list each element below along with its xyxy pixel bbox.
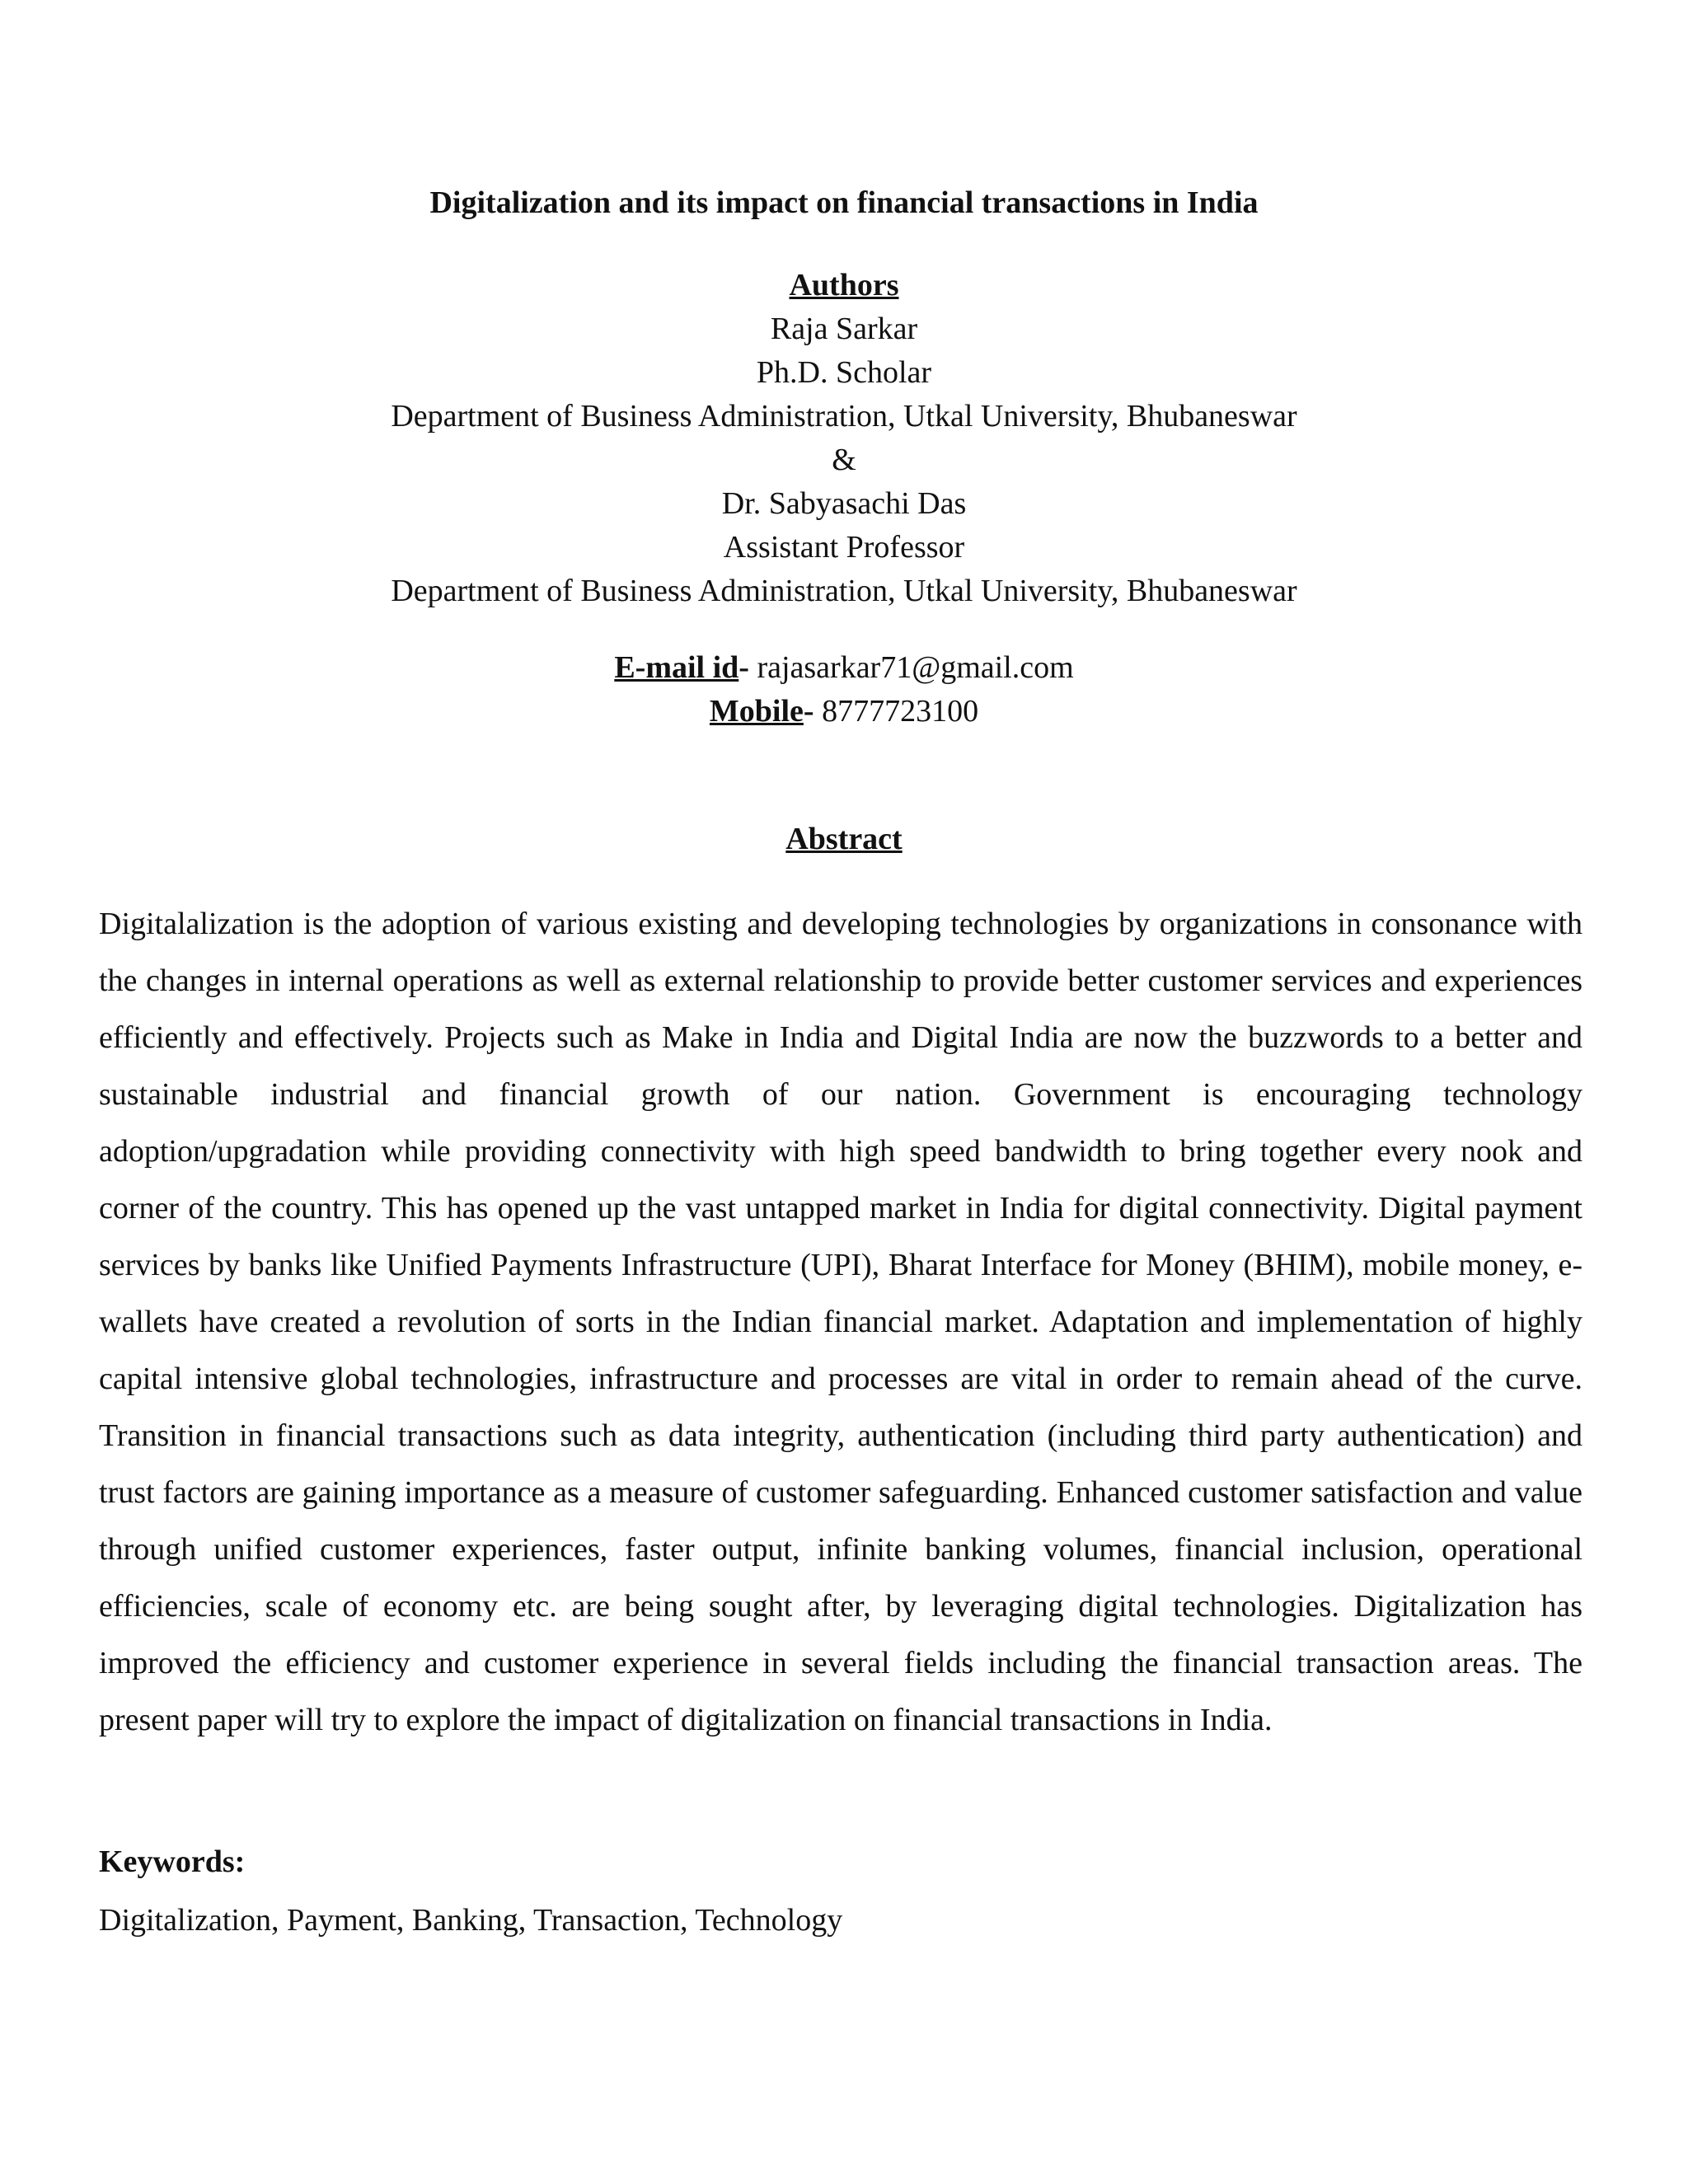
- keywords-heading: Keywords:: [99, 1844, 246, 1879]
- mobile-value: 8777723100: [814, 694, 979, 729]
- author-2-designation: Assistant Professor: [723, 530, 965, 565]
- contact-block: [0, 646, 1688, 733]
- author-1-name: Raja Sarkar: [770, 312, 918, 346]
- author-1-affiliation: Department of Business Administration, Utkal University, Bhubaneswar: [391, 399, 1297, 434]
- paper-title: Digitalization and its impact on financial transactions in India: [429, 185, 1259, 220]
- author-2-name: Dr. Sabyasachi Das: [721, 486, 967, 521]
- email-value: rajasarkar71@gmail.com: [748, 650, 1074, 685]
- author-separator: &: [832, 443, 856, 477]
- authors-heading: Authors: [789, 268, 899, 302]
- mobile-dash: -: [803, 694, 814, 729]
- mobile-line: [0, 690, 1688, 733]
- authors-block: [0, 264, 1688, 613]
- email-line: [0, 646, 1688, 690]
- author-2-affiliation: Department of Business Administration, Utkal University, Bhubaneswar: [391, 574, 1297, 608]
- abstract-body: Digitalalization is the adoption of various existing and developing technologies by organizations in consonance with the changes in internal operations as well as external relationship to provide better customer services and experiences efficiently and effectively. Projects such as Make in India and Digital India are now the buzzwords to a better and sustainable industrial and financial growth of our nation. Government is encouraging technology adoption/upgradation while providing connectivity with high speed bandwidth to bring together every nook and corner of the country. This has opened up the vast untapped market in India for digital connectivity. Digital payment services by banks like Unified Payments Infrastructure (UPI), Bharat Interface for Money (BHIM), mobile money, e-wallets have created a revolution of sorts in the Indian financial market. Adaptation and implementation of highly capital intensive global technologies, infrastructure and processes are vital in order to remain ahead of the curve. Transition in financial transactions such as data integrity, authentication (including third party authentication) and trust factors are gaining importance as a measure of customer safeguarding. Enhanced customer satisfaction and value through unified customer experiences, faster output, infinite banking volumes, financial inclusion, operational efficiencies, scale of economy etc. are being sought after, by leveraging digital technologies. Digitalization has improved the efficiency and customer experience in several fields including the financial transaction areas. The present paper will try to explore the impact of digitalization on financial transactions in India.: [99, 907, 1582, 1737]
- keywords-list: Digitalization, Payment, Banking, Transaction, Technology: [99, 1903, 843, 1938]
- abstract-heading: Abstract: [785, 822, 903, 856]
- email-label: E-mail id: [614, 650, 739, 685]
- author-1-designation: Ph.D. Scholar: [756, 355, 932, 390]
- email-dash: -: [738, 650, 749, 685]
- mobile-label: Mobile: [709, 694, 804, 729]
